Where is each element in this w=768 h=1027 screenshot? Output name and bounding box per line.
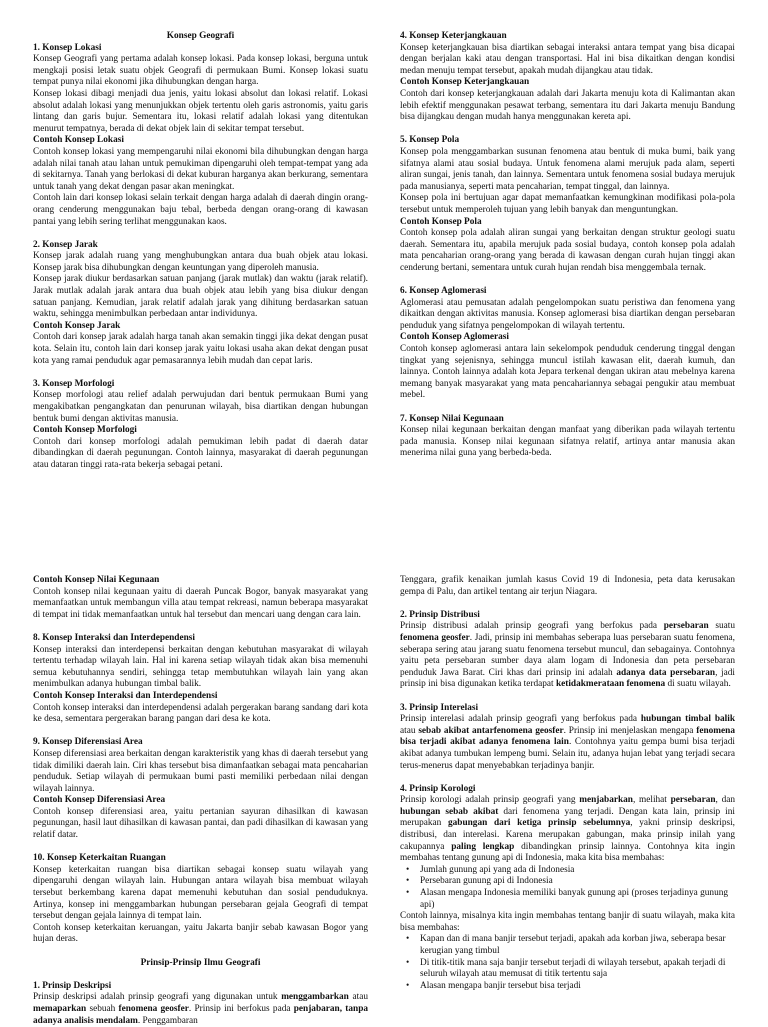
paragraph: Contoh konsep keterkaitan keruangan, yaitu Jakarta banjir sebab kawasan Bogor yang hujan deras. xyxy=(33,922,368,945)
paragraph: Contoh konsep nilai kegunaan yaitu di daerah Puncak Bogor, banyak masyarakat yang memanfaatkan untuk membangun villa atau tempat rekreasi, namun beberapa masyarakat di tempat ini tidak memanfaatkan untuk hal tersebut dan mencari uang dengan cara lain. xyxy=(33,586,368,620)
paragraph: Konsep morfologi atau relief adalah perwujudan dari bentuk permukaan Bumi yang mengakibatkan pengangkatan dan penurunan wilayah, bisa diartikan dengan hubungan bentuk bumi dengan aktivitas manusia. xyxy=(33,390,368,424)
section-heading: 4. Konsep Keterjangkauan xyxy=(400,31,507,41)
spacer xyxy=(33,969,368,981)
spacer xyxy=(33,946,368,958)
section-heading: 6. Konsep Aglomerasi xyxy=(400,286,487,297)
paragraph: Konsep pola ini bertujuan agar dapat memanfaatkan kemungkinan modifikasi pola-pola tersebut untuk memperoleh tujuan yang lebih banyak dan menguntungkan. xyxy=(400,193,735,215)
paragraph: Contoh konsep aglomerasi antara lain sekelompok penduduk cenderung tinggal dengan tingkat yang sejenisnya, sehingga muncul istilah kawasan elit, daerah kumuh, dan lainnya. Contoh lainnya adalah kota Jepara terkenal dengan ukiran atau mebelnya karena memang banyak masyarakat yang mata pencahariannya sebagai pengukir atau membuat mebel. xyxy=(400,344,735,401)
spacer xyxy=(33,842,368,854)
section-heading: Contoh Konsep Lokasi xyxy=(33,135,124,146)
section-title: Konsep Geografi xyxy=(166,31,235,41)
section-heading: 5. Konsep Pola xyxy=(400,135,460,146)
spacer xyxy=(400,274,735,286)
paragraph: Prinsip deskripsi adalah prinsip geografi yang digunakan untuk menggambarkan atau memaparkan sebuah fenomena geosfer. Prinsip ini berfokus pada penjabaran, tanpa adanya analisis mendalam. Penggambaran xyxy=(33,992,369,1026)
paragraph: Konsep jarak adalah ruang yang menghubungkan antara dua buah objek atau lokasi. Konsep jarak bisa dihubungkan dengan keuntungan yang diperoleh manusia. xyxy=(33,251,368,273)
section-heading: Contoh Konsep Morfologi xyxy=(33,425,137,436)
paragraph: Contoh dari konsep jarak adalah harga tanah akan semakin tinggi jika dekat dengan pusat kota. Selain itu, contoh lain dari konsep jarak yaitu lokasi usaha akan dekat dengan pusat kota yang ramai penduduk agar pemasarannya lebih mudah dan cepat laris. xyxy=(33,332,368,366)
section-heading: 9. Konsep Diferensiasi Area xyxy=(33,737,143,748)
paragraph: Konsep pola menggambarkan susunan fenomena atau bentuk di muka bumi, baik yang sifatnya alami atau sosial budaya. Untuk fenomena alami merujuk pada alam, seperti aliran sungai, jenis tanah, dan lainnya. Sementara untuk fenomena sosial budaya merujuk pada manusianya, seperti mata pencaharian, tempat tinggal, dan lainnya. xyxy=(400,146,735,192)
list-item: • Alasan mengapa Indonesia memiliki banyak gunung api (proses terjadinya gunung api) xyxy=(414,888,735,911)
list-item: • Di titik-titik mana saja banjir tersebut terjadi di wilayah tersebut, apakah terjadi di seluruh wilayah atau memusat di titik tertentu saja xyxy=(414,958,735,981)
top-left-column xyxy=(33,31,368,472)
paragraph: Contoh konsep lokasi yang mempengaruhi nilai ekonomi bila dihubungkan dengan harga adalah nilai tanah atau lahan untuk pemukiman dipengaruhi oleh tempat-tempat yang ada di sekitarnya. Tanah yang berlokasi di dekat kuburan harganya akan berkurang, sementara untuk tanah yang dekat dengan pasar akan meningkat. xyxy=(33,146,368,192)
spacer xyxy=(33,621,368,633)
spacer xyxy=(33,367,368,379)
paragraph: Contoh konsep pola adalah aliran sungai yang berkaitan dengan struktur geologi suatu daerah. Sementara itu, apabila merujuk pada sosial budaya, contoh konsep pola adalah mata pencaharian orang-orang yang berada di kawasan dengan curah hujan tinggi akan cenderung bertani, sementara untuk curah hujan rendah bisa menggembala ternak. xyxy=(400,228,735,273)
paragraph: Contoh konsep diferensiasi area, yaitu pertanian sayuran dihasilkan di kawasan pegunungan, hasil laut dihasilkan di kawasan pantai, dan padi dihasilkan di kawasan yang relatif datar. xyxy=(33,806,368,841)
section-heading: 2. Prinsip Distribusi xyxy=(400,609,480,620)
paragraph: Contoh dari konsep morfologi adalah pemukiman lebih padat di daerah datar dibandingkan di daerah pegunungan. Contoh lainnya, masyarakat di daerah pegunungan atau dataran tinggi rata-rata bekerja sebagai petani. xyxy=(33,436,368,470)
section-heading: 1. Konsep Lokasi xyxy=(33,42,102,53)
section-title: Prinsip-Prinsip Ilmu Geografi xyxy=(140,957,261,968)
section-heading: 3. Konsep Morfologi xyxy=(33,378,115,389)
section-heading: Contoh Konsep Nilai Kegunaan xyxy=(33,575,160,585)
bottom-left-column xyxy=(33,575,368,1027)
section-heading: 3. Prinsip Interelasi xyxy=(400,702,479,713)
section-heading: Contoh Konsep Aglomerasi xyxy=(400,332,509,343)
section-heading: 8. Konsep Interaksi dan Interdependensi xyxy=(33,632,195,643)
section-heading: 7. Konsep Nilai Kegunaan xyxy=(400,413,504,424)
paragraph: Konsep interaksi dan interdepensi berkaitan dengan kebutuhan masyarakat di wilayah tertentu terhadap wilayah lain. Hal ini karena setiap wilayah tidak akan bisa memenuhi semua kebutuhannya sendiri, sehingga tetap membutuhkan wilayah lain yang akan menimbulkan adanya hubungan timbal balik. xyxy=(33,644,368,690)
paragraph: Konsep nilai kegunaan berkaitan dengan manfaat yang diberikan pada wilayah tertentu pada manusia. Konsep nilai kegunaan sifatnya relatif, artinya antar manusia akan menerima nilai guna yang berbeda-beda. xyxy=(400,425,735,459)
bottom-right-column xyxy=(400,575,735,992)
paragraph: Konsep keterkaitan ruangan bisa diartikan sebagai konsep suatu wilayah yang dipengaruhi dengan wilayah lain. Hubungan antara wilayah bisa membuat wilayah tersebut berkembang karena dapat memenuhi kebutuhan dan sosial penduduknya. Artinya, konsep ini menggambarkan hubungan persebaran gejala Geografi di tempat tersebut dengan gejala lainnya di tempat lain. xyxy=(33,864,368,922)
list-item: • Jumlah gunung api yang ada di Indonesia xyxy=(414,865,735,877)
paragraph: Konsep keterjangkauan bisa diartikan sebagai interaksi antara tempat yang bisa dicapai dengan berjalan kaki atau dengan transportasi. Hal ini bisa dikaitkan dengan kondisi medan menuju tempat tersebut, apakah mudah dijangkau atau tidak. xyxy=(400,42,735,76)
spacer xyxy=(400,598,735,610)
list-item: • Kapan dan di mana banjir tersebut terjadi, apakah ada korban jiwa, seberapa besar kerugian yang timbul xyxy=(414,934,735,957)
paragraph: Konsep diferensiasi area berkaitan dengan karakteristik yang khas di daerah tersebut yang tidak dimiliki daerah lain. Ciri khas tersebut bisa dimanfaatkan sebagai mata pencaharian penduduk. Setiap wilayah di permukaan bumi pasti memiliki perbedaan nilai dengan wilayah lainnya. xyxy=(33,748,368,794)
section-heading: 2. Konsep Jarak xyxy=(33,239,98,250)
section-heading: Contoh Konsep Pola xyxy=(400,216,482,227)
paragraph: Konsep Geografi yang pertama adalah konsep lokasi. Pada konsep lokasi, berguna untuk mengkaji posisi letak suatu objek Geografi di permukaan Bumi. Konsep lokasi suatu tempat punya nilai ekonomi jika dihubungkan dengan harga. xyxy=(33,54,368,88)
spacer xyxy=(400,124,735,136)
section-heading: Contoh Konsep Keterjangkauan xyxy=(400,77,530,88)
paragraph: Contoh lain dari konsep lokasi selain terkait dengan harga adalah di daerah dingin orang-orang cenderung menggunakan baju tebal, berbeda dengan orang-orang di kawasan pantai yang lebih sering terlihat menggunakan kaos. xyxy=(33,193,368,227)
paragraph: Konsep jarak diukur berdasarkan satuan panjang (jarak mutlak) dan waktu (jarak relatif). Jarak mutlak adalah jarak antara dua buah objek atau lebih yang bisa diukur dengan satuan panjang. Kemudian, jarak relatif adalah jarak yang dihitung berdasarkan satuan waktu, sehingga menimbulkan perbedaan antar individunya. xyxy=(33,274,368,320)
list-item: • Alasan mengapa banjir tersebut bisa terjadi xyxy=(414,981,735,993)
list-item: • Persebaran gunung api di Indonesia xyxy=(414,876,735,888)
section-heading: Contoh Konsep Jarak xyxy=(33,320,121,331)
bullet-list xyxy=(400,934,735,992)
spacer xyxy=(400,402,735,414)
bullet-list xyxy=(400,865,735,911)
paragraph: Contoh lainnya, misalnya kita ingin membahas tentang banjir di suatu wilayah, maka kita bisa membahas: xyxy=(400,911,735,933)
paragraph: Prinsip distribusi adalah prinsip geografi yang berfokus pada persebaran suatu fenomena geosfer. Jadi, prinsip ini membahas seberapa luas persebaran suatu fenomena, seberapa sering atau jarang suatu fenomena tersebut muncul, dan sebagainya. Contohnya yaitu peta persebaran sumber daya alam logam di Indonesia dan peta persebaran penduduk Jawa Barat. Ciri khas dari prinsip ini adalah adanya data persebaran, jadi prinsip ini bisa digunakan ketika terdapat ketidakmerataan fenomena di suatu wilayah. xyxy=(400,621,735,690)
section-heading: 10. Konsep Keterkaitan Ruangan xyxy=(33,853,166,864)
paragraph: Contoh konsep interaksi dan interdependensi adalah pergerakan barang sandang dari kota ke desa, sementara pergerakan barang pangan dari desa ke kota. xyxy=(33,702,368,725)
section-heading: 4. Prinsip Korologi xyxy=(400,783,476,794)
paragraph: Tenggara, grafik kenaikan jumlah kasus Covid 19 di Indonesia, peta data kerusakan gempa di Palu, dan artikel tentang air terjun Niagara. xyxy=(400,575,735,597)
paragraph: Aglomerasi atau pemusatan adalah pengelompokan suatu peristiwa dan fenomena yang dikaitkan dengan aktivitas manusia. Konsep aglomerasi bisa diartikan dengan persebaran penduduk yang sifatnya pengelompokan di wilayah tertentu. xyxy=(400,297,735,331)
spacer xyxy=(33,228,368,240)
paragraph: Konsep lokasi dibagi menjadi dua jenis, yaitu lokasi absolut dan lokasi relatif. Lokasi absolut adalah lokasi yang menunjukkan objek tertentu oleh garis astronomis, yaitu garis lintang dan garis bujur. Sementara itu, lokasi relatif adalah lokasi yang ditentukan menurut tempatnya, berada di dekat objek lain di sekitar tempat tersebut. xyxy=(33,88,368,134)
paragraph: Contoh dari konsep keterjangkauan adalah dari Jakarta menuju kota di Kalimantan akan lebih efektif menggunakan pesawat terbang, sementara itu dari Jakarta menuju Bandung bisa dijangkau dengan mudah hanya menggunakan kereta api. xyxy=(400,88,735,123)
paragraph: Prinsip interelasi adalah prinsip geografi yang berfokus pada hubungan timbal balik atau sebab akibat antarfenomena geosfer. Prinsip ini menjelaskan mengapa fenomena bisa terjadi akibat adanya fenomena lain. Contohnya yaitu gempa bumi bisa terjadi akibat adanya tumbukan lempeng bumi. Selain itu, adanya hujan lebat yang terjadi secara terus-menerus dapat menyebabkan terjadinya banjir. xyxy=(400,714,735,771)
spacer xyxy=(400,691,735,703)
paragraph: Prinsip korologi adalah prinsip geografi yang menjabarkan, melihat persebaran, dan hubungan sebab akibat dari fenomena yang terjadi. Dengan kata lain, prinsip ini merupakan gabungan dari ketiga prinsip sebelumnya, yakni prinsip deskripsi, distribusi, dan interelasi. Karena merupakan gabungan, maka prinsip inilah yang cakupannya paling lengkap dibandingkan prinsip lainnya. Contohnya kita ingin membahas tentang gunung api di Indonesia, maka kita bisa membahas: xyxy=(400,795,736,864)
top-right-column xyxy=(400,31,735,460)
spacer xyxy=(33,726,368,738)
section-heading: Contoh Konsep Interaksi dan Interdependensi xyxy=(33,690,218,701)
spacer xyxy=(400,772,735,784)
section-heading: Contoh Konsep Diferensiasi Area xyxy=(33,795,166,806)
section-heading: 1. Prinsip Deskripsi xyxy=(33,980,112,991)
